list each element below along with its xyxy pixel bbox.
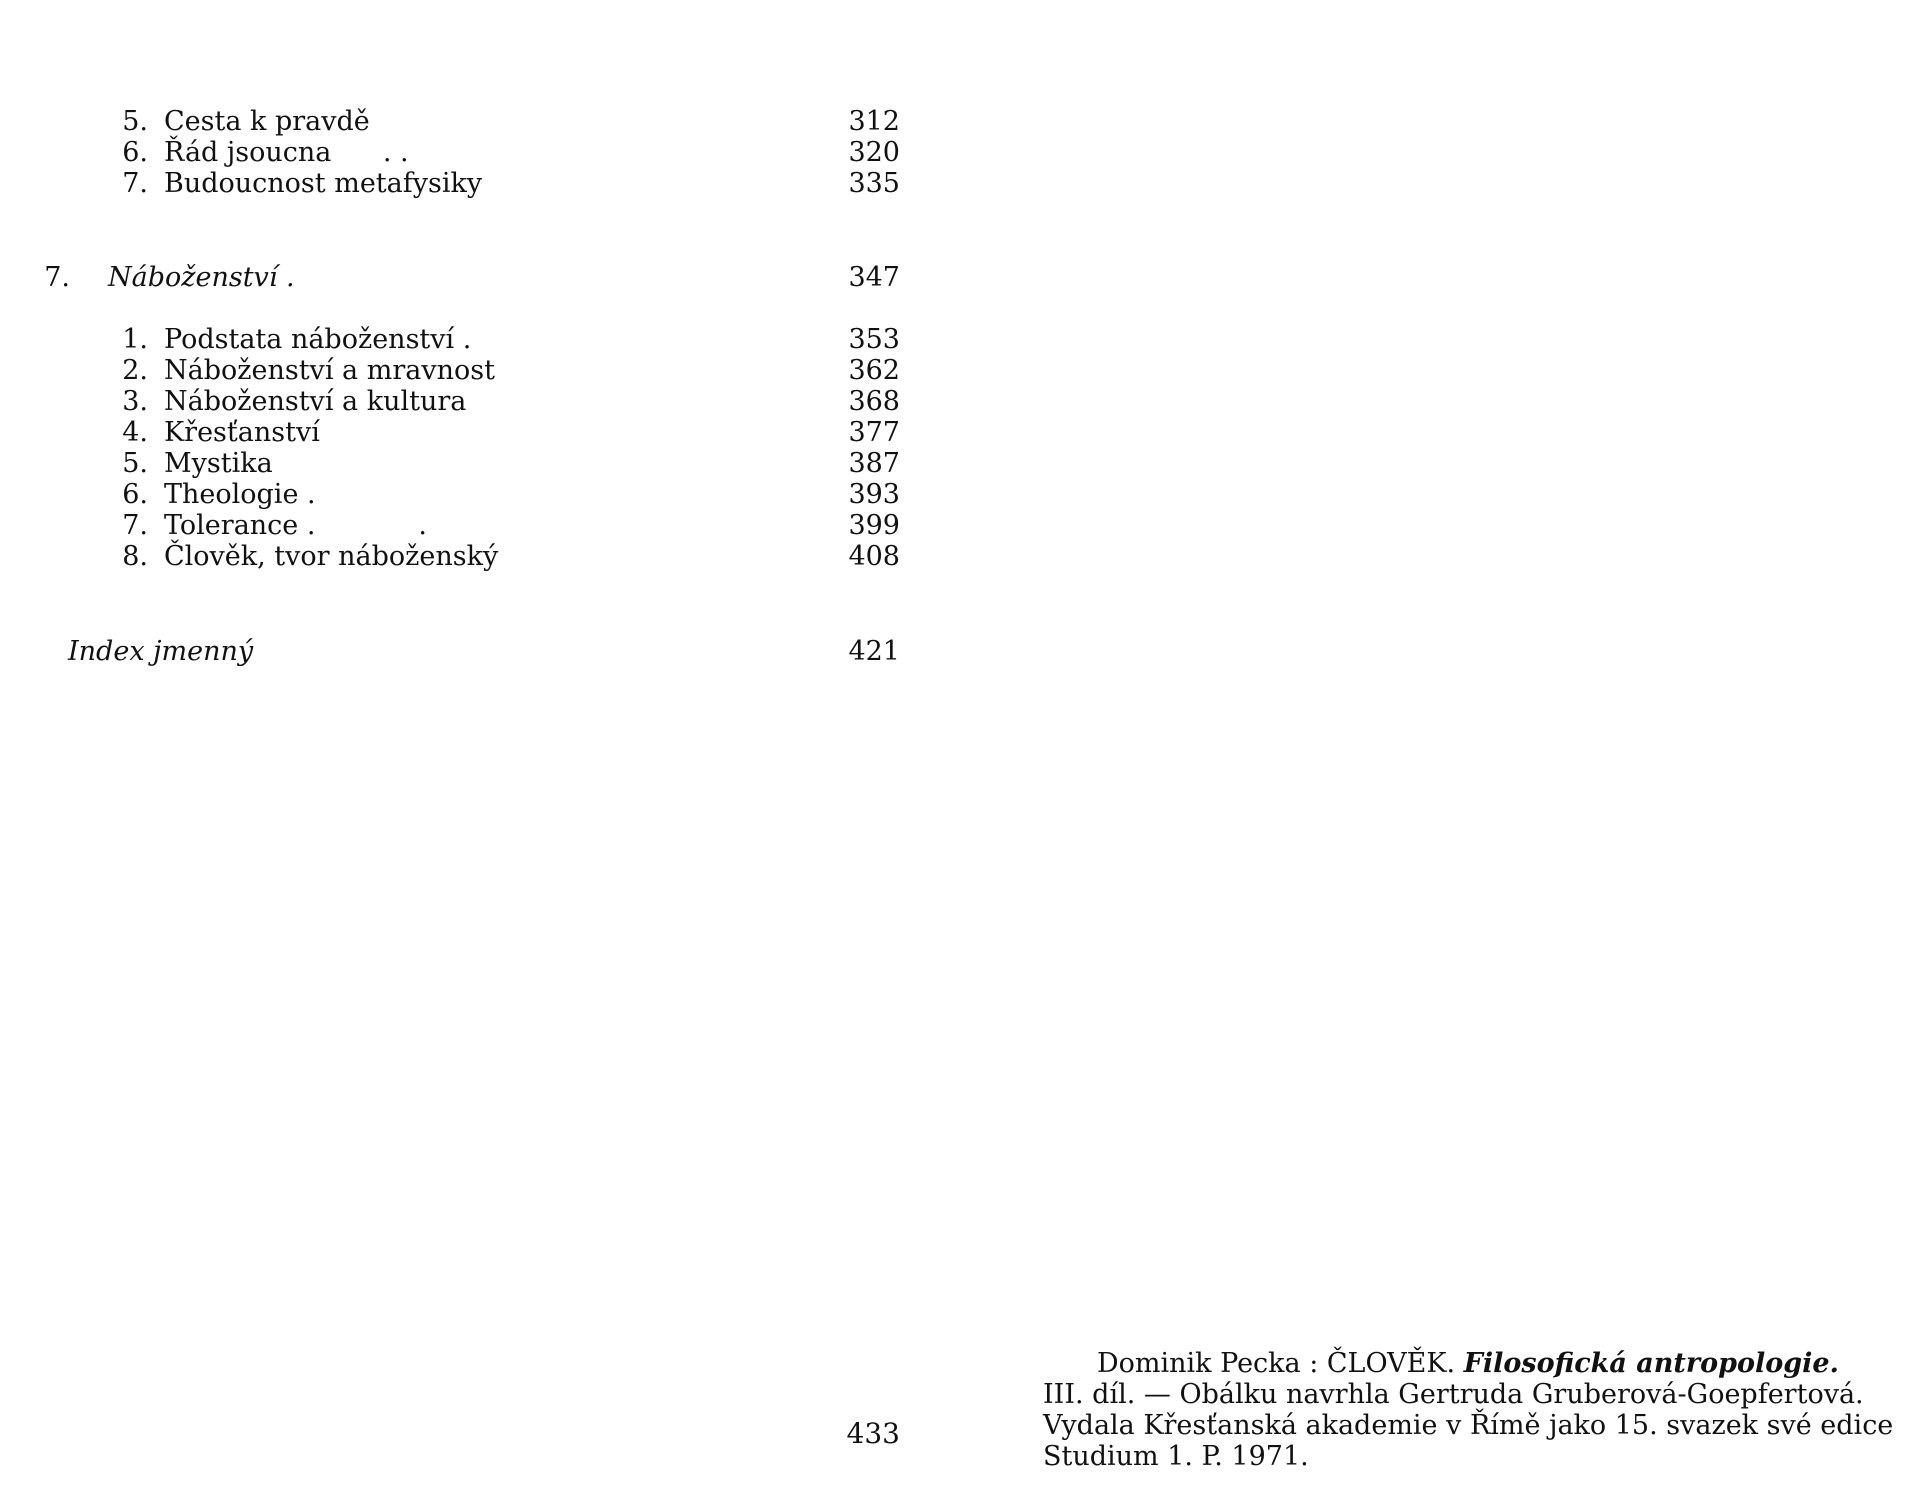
toc-entry-number: 7. xyxy=(122,168,148,199)
toc-entry-number: 5. xyxy=(122,106,148,137)
toc-entry-number: 3. xyxy=(122,386,148,417)
toc-index-entry xyxy=(0,636,959,667)
toc-entry xyxy=(0,448,959,479)
toc-index-page: 421 xyxy=(848,636,900,667)
toc-entry-page: 393 xyxy=(848,479,900,510)
toc-entry xyxy=(0,386,959,417)
toc-entry-page: 335 xyxy=(848,168,900,199)
toc-entry-title: Mystika xyxy=(164,448,273,479)
toc-entry-title: Náboženství a kultura xyxy=(164,386,467,417)
toc-entry xyxy=(0,479,959,510)
page-number: 433 xyxy=(846,1417,900,1450)
colophon xyxy=(1043,1348,1894,1472)
colophon-line-2: III. díl. — Obálku navrhla Gertruda Gruberová-Goepfertová. xyxy=(1043,1379,1864,1410)
toc-entry-title: Náboženství a mravnost xyxy=(164,355,495,386)
toc-entry xyxy=(0,510,959,541)
toc-entry-page: 377 xyxy=(848,417,900,448)
toc-entry-title: Člověk, tvor náboženský xyxy=(164,541,499,572)
toc-entry xyxy=(0,355,959,386)
toc-entry xyxy=(0,168,959,199)
toc-entry-title: Řád jsoucna . . xyxy=(164,137,409,168)
toc-entry-title: Theologie . xyxy=(164,479,316,510)
colophon-author-title: Dominik Pecka : ČLOVĚK. xyxy=(1097,1348,1456,1379)
toc-entry-title: Cesta k pravdě xyxy=(164,106,370,137)
toc-entry-number: 5. xyxy=(122,448,148,479)
toc-entry-number: 4. xyxy=(122,417,148,448)
toc-chapter-number: 7. xyxy=(44,262,70,293)
toc-entry-number: 6. xyxy=(122,479,148,510)
toc-entry-title: Křesťanství xyxy=(164,417,320,448)
right-page xyxy=(959,0,1918,1500)
toc-entry-number: 2. xyxy=(122,355,148,386)
toc-chapter-page: 347 xyxy=(848,262,900,293)
toc-entry xyxy=(0,137,959,168)
colophon-line-3: Vydala Křesťanská akademie v Římě jako 15. svazek své edice xyxy=(1043,1410,1894,1441)
toc-entry-number: 8. xyxy=(122,541,148,572)
toc-entry xyxy=(0,417,959,448)
toc-entry-page: 399 xyxy=(848,510,900,541)
toc-entry-page: 320 xyxy=(848,137,900,168)
toc-index-title: Index jmenný xyxy=(68,636,254,667)
toc-entry-number: 7. xyxy=(122,510,148,541)
toc-entry-title: Budoucnost metafysiky xyxy=(164,168,483,199)
toc-entry-number: 6. xyxy=(122,137,148,168)
toc-entry-number: 1. xyxy=(122,324,148,355)
toc-entry-page: 312 xyxy=(848,106,900,137)
toc-chapter-title: Náboženství . xyxy=(108,262,295,293)
toc-entry-page: 368 xyxy=(848,386,900,417)
toc-entry xyxy=(0,541,959,572)
toc-entry-title: Podstata náboženství . xyxy=(164,324,472,355)
toc-entry-page: 362 xyxy=(848,355,900,386)
toc-entry xyxy=(0,106,959,137)
toc-entry-page: 408 xyxy=(848,541,900,572)
colophon-line-4: Studium 1. P. 1971. xyxy=(1043,1441,1309,1472)
colophon-subtitle: Filosofická antropologie. xyxy=(1463,1348,1839,1379)
toc-chapter xyxy=(0,262,959,293)
toc-entry-page: 353 xyxy=(848,324,900,355)
toc-entry-title: Tolerance . . xyxy=(164,510,428,541)
colophon-line-1 xyxy=(1043,1348,1839,1379)
toc-entry xyxy=(0,324,959,355)
toc-entry-page: 387 xyxy=(848,448,900,479)
